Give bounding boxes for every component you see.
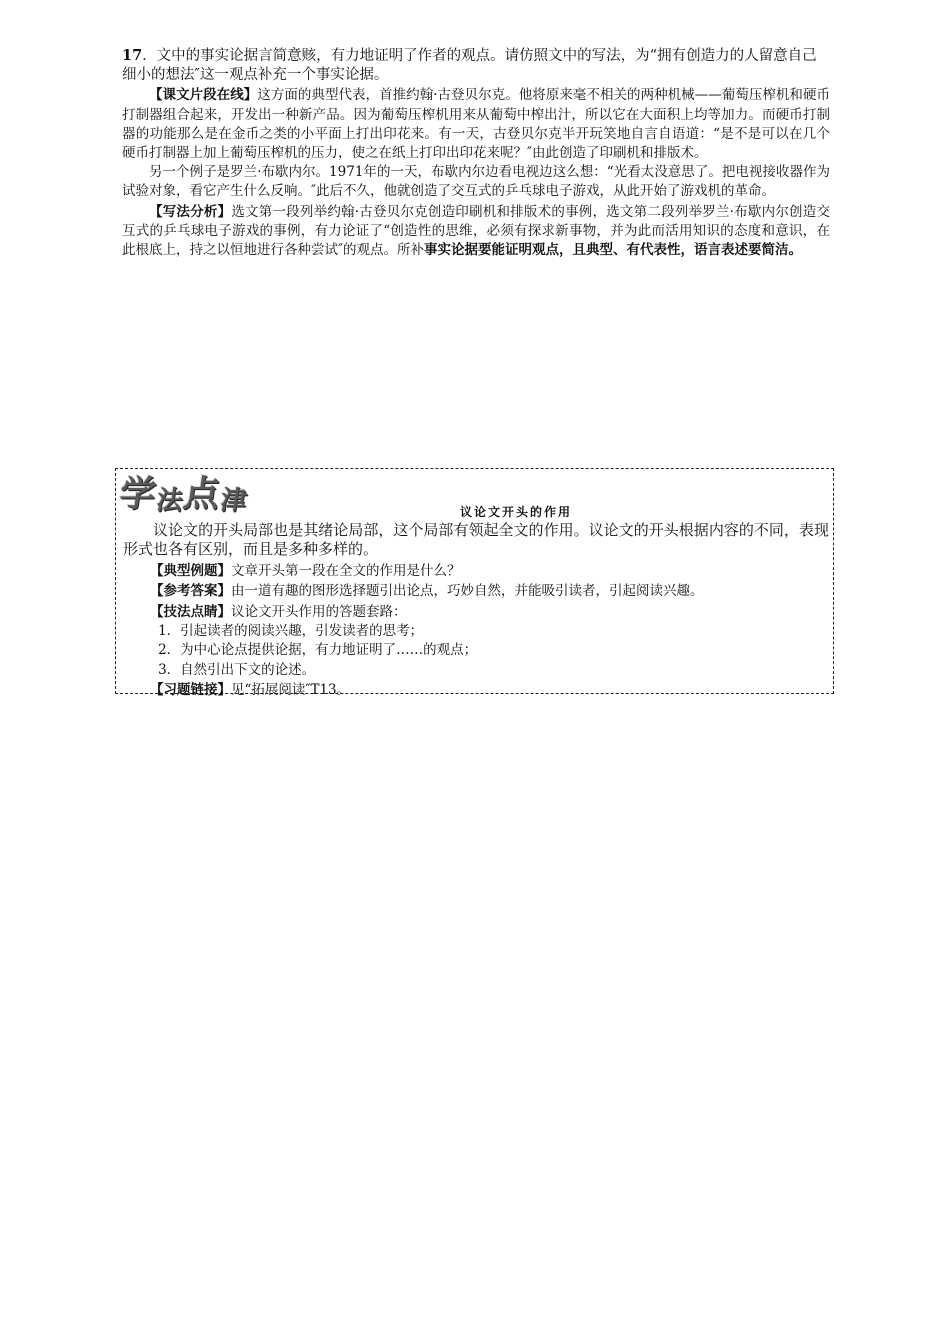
method-tips-box [115,468,834,699]
banner-char-1: 学 [116,474,160,515]
tips-list-item: 3．自然引出下文的论述。 [158,661,316,678]
tips-tag: 【技法点睛】 [150,603,231,619]
banner-char-3: 点 [180,474,224,515]
example-text: 文章开头第一段在全文的作用是什么？ [231,562,461,579]
tips-list-item: 2．为中心论点提供论据，有力地证明了……的观点； [158,642,478,659]
example-line [123,561,829,581]
analysis-text: 选文第一段列举约翰·古登贝尔克创造印刷机和排版术的事例，选文第二段列举罗兰·布歇内尔创造交互式的乒乓球电子游戏的事例，有力论证了“创造性的思维，必须有探求新事物，并为此而活用知识的态度和意识，在此根底上，持之以恒地进行各种尝试″的观点。所补 [122,203,830,259]
link-line [123,680,829,700]
box-title: 议论文开头的作用 [459,505,572,519]
banner-char-4: 津 [218,486,250,516]
excerpt-tag: 【课文片段在线】 [149,87,258,103]
method-banner [116,473,250,517]
analysis-tag: 【写法分析】 [149,203,232,219]
analysis-bold-text: 事实论据要能证明观点，且典型、有代表性，语言表述要简洁。 [424,242,803,259]
example-tag: 【典型例题】 [150,562,231,578]
analysis-paragraph [122,202,830,261]
excerpt-p1: 这方面的典型代表，首推约翰·古登贝尔克。他将原来毫不相关的两种机械——葡萄压榨机和硬币打制器组合起来，开发出一种新产品。因为葡萄压榨机用来从葡萄中榨出汁，所以它在大面积上均等加力。而硬币打制器的功能那么是在金币之类的小平面上打出印花来。有一天，古登贝尔克半开玩笑地自言自语道：“是不是可以在几个硬币打制器上加上葡萄压榨机的压力，使之在纸上打印出印花来呢？″由此创造了印刷机和排版术。 [122,87,830,162]
answer-text: 由一道有趣的图形选择题引出论点，巧妙自然，并能吸引读者，引起阅读兴趣。 [231,583,704,600]
excerpt-paragraph-2: 另一个例子是罗兰·布歇内尔。1971年的一天，布歇内尔边看电视边这么想：“光看太没意思了。把电视接收器作为试验对象，看它产生什么反响。″此后不久，他就创造了交互式的乒乓球电子游戏，从此开始了游戏机的革命。 [122,164,830,200]
answer-tag: 【参考答案】 [150,583,231,599]
box-intro: 议论文的开头局部也是其绪论局部，这个局部有领起全文的作用。议论文的开头根据内容的不同，表现形式也各有区别，而且是多种多样的。 [123,523,829,559]
question-17 [122,46,830,85]
tips-list-item: 1．引起读者的阅读兴趣，引发读者的思考； [158,623,424,640]
question-number: 17 [122,47,143,64]
answer-line [123,581,829,601]
link-text: 见“拓展阅读″T13。 [231,682,351,699]
question-text: ．文中的事实论据言简意赅，有力地证明了作者的观点。请仿照文中的写法，为“拥有创造力的人留意自己细小的想法″这一观点补充一个事实论据。 [122,48,817,84]
box-body [123,522,829,701]
excerpt-paragraph-1 [122,85,830,163]
question-section [122,46,830,260]
banner-char-2: 法 [154,486,186,516]
link-tag: 【习题链接】 [150,682,231,698]
tips-text: 议论文开头作用的答题套路： [231,603,407,620]
tips-line [123,602,829,622]
